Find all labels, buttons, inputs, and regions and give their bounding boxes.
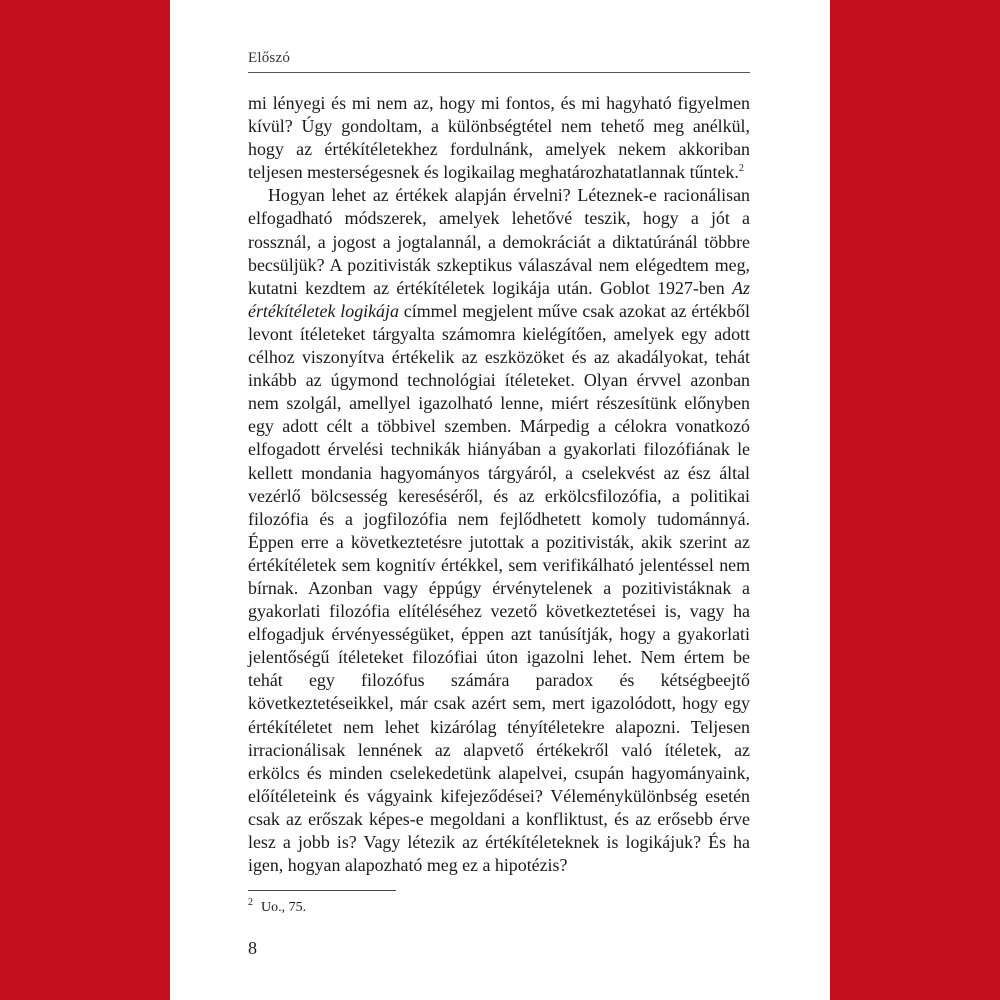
footnote-rule <box>248 890 396 891</box>
footnote-mark: 2 <box>248 897 253 909</box>
paragraph-2-text-before: Hogyan lehet az értékek alapján érvelni? Léteznek-e racionálisan elfogadható módszerek, amelyek lehetővé teszik, hogy a jót a rossznál, a jogost a jogtalannál, a demokráciát a diktatúránál többre becsüljük? A pozitivisták szkeptikus válaszával nem elégedtem meg, kutatni kezdtem az értékítéletek logikája után. Goblot 1927-ben <box>248 185 750 298</box>
paragraph-1 <box>248 92 750 184</box>
header-rule <box>248 72 750 73</box>
page-number: 8 <box>248 938 257 958</box>
paragraph-1-text: mi lényegi és mi nem az, hogy mi fontos, és mi hagyható figyelmen kívül? Úgy gondoltam, a különbségtétel nem tehető meg anélkül, hogy az értékítéletekhez fordulnánk, amelyek nekem akkoriban teljesen mesterségesnek és logikailag meghatározhatatlannak tűntek. <box>248 93 750 183</box>
running-head: Előszó <box>248 50 291 66</box>
footnote-text: Uo., 75. <box>261 900 307 915</box>
footnote <box>248 897 307 916</box>
body-text <box>248 92 750 877</box>
paragraph-2-text-after: címmel megjelent műve csak azokat az értékből levont ítéleteket tárgyalta számomra kielégítően, amelyek egy adott célhoz viszonyítva értékelik az eszközöket és az akadályokat, tehát inkább az úgymond technológiai ítéleteket. Olyan érvvel azonban nem szolgál, amellyel igazolható lenne, miért részesítünk előnyben egy adott célt a többivel szemben. Márpedig a célokra vonatkozó elfogadott érvelési technikák hiányában a gyakorlati filozófiának le kellett mondania hagyományos tárgyáról, a cselekvést az ész által vezérlő bölcsesség kereséséről, és az erkölcsfilozófia, a politikai filozófia és a jogfilozófia nem fejlődhetett komoly tudománnyá. Éppen erre a következtetésre jutottak a pozitivisták, akik szerint az értékítéletek sem kognitív értékkel, sem verifikálható jelentéssel nem bírnak. Azonban vagy éppúgy érvénytelenek a pozitivistáknak a gyakorlati filozófia elítéléséhez vezető következtetései is, vagy ha elfogadjuk érvényességüket, éppen azt tanúsítják, hogy a gyakorlati jelentőségű ítéleteket filozófiai úton igazolni lehet. Nem értem be tehát egy filozófus számára paradox és kétségbeejtő következtetéseikkel, már csak azért sem, mert igazolódott, hogy egy értékítéletet nem lehet kizárólag tényítéletekre alapozni. Teljesen irracionálisak lennének az alapvető értékekről való ítéletek, az erkölcs és minden cselekedetünk alapelvei, csupán hagyományaink, előítéleteink és vágyaink kifejeződései? Véleménykülönbség esetén csak az erőszak képes-e megoldani a konfliktust, és az erősebb érve lesz a jobb is? Vagy létezik az értékítéleteknek is logikájuk? És ha igen, hogyan alapozható meg ez a hipotézis? <box>248 300 750 876</box>
book-page <box>170 0 830 1000</box>
footnote-reference[interactable]: 2 <box>738 163 744 175</box>
book-title: Az értékítéletek logikája <box>248 277 750 321</box>
paragraph-2 <box>248 184 750 877</box>
